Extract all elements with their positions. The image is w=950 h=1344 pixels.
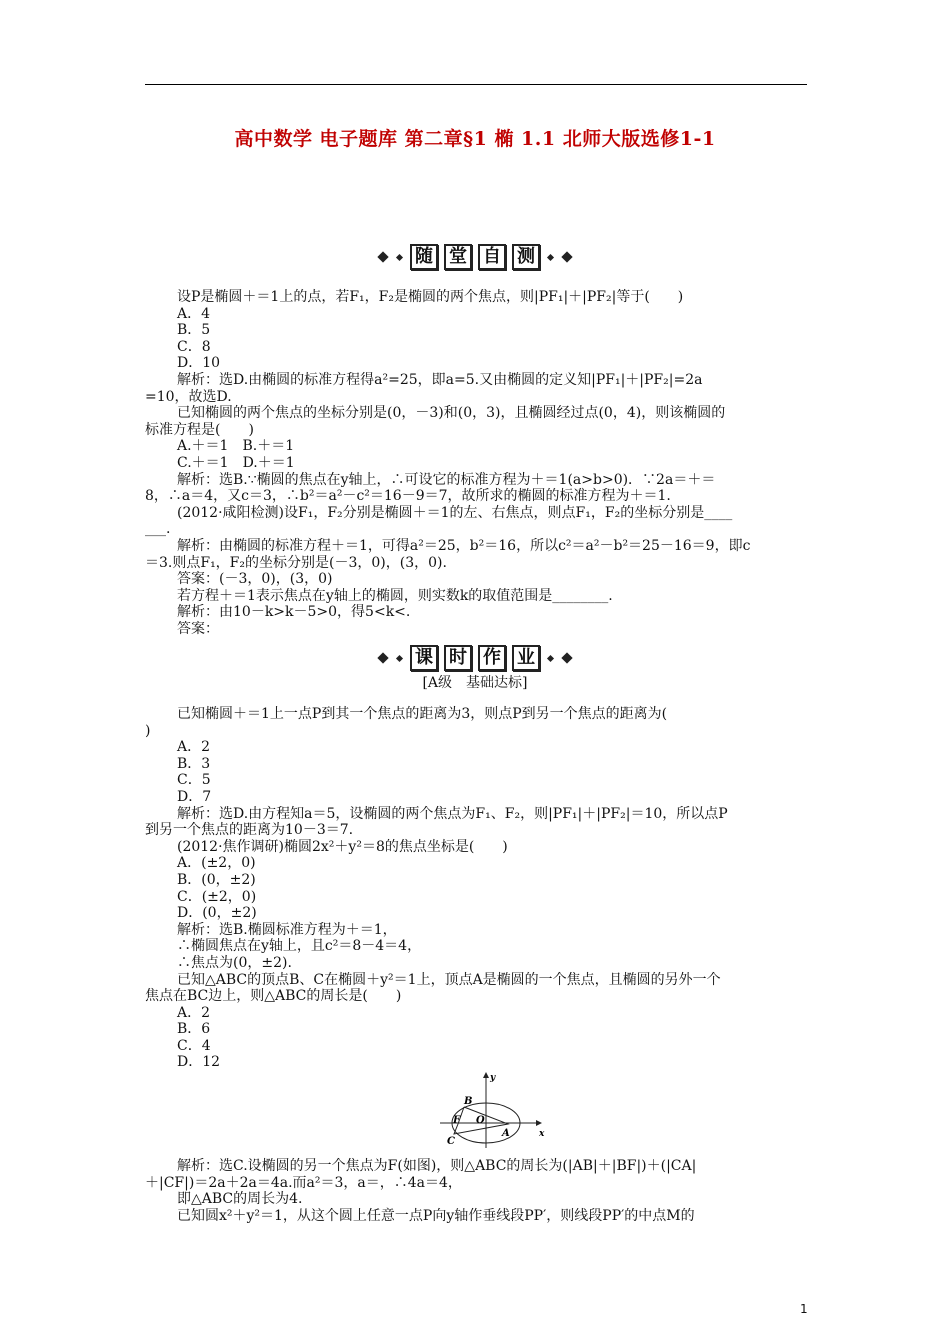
question-line: 已知△ABC的顶点B、C在椭圆＋y²＝1上，顶点A是椭圆的一个焦点，且椭圆的另外一个	[177, 971, 721, 988]
fig-label: F	[453, 1115, 461, 1126]
option-line: D．7	[177, 788, 212, 805]
question-line: 已知椭圆＋＝1上一点P到其一个焦点的距离为3，则点P到另一个焦点的距离为(	[177, 706, 668, 722]
fig-label: A	[502, 1128, 510, 1139]
diamond-icon	[561, 652, 572, 663]
banner-char: 自	[478, 244, 506, 270]
solution-line: 即△ABC的周长为4.	[177, 1191, 303, 1208]
question-line: 若方程＋＝1表示焦点在y轴上的椭圆，则实数k的取值范围是________.	[177, 587, 613, 604]
solution-line: 解析：选B.椭圆标准方程为＋＝1，	[177, 921, 397, 938]
fig-label: C	[447, 1136, 455, 1147]
page-title: 高中数学 电子题库 第二章§1 椭 1.1 北师大版选修1-1	[234, 128, 716, 150]
option-line: A．2	[177, 1004, 211, 1021]
diamond-icon	[547, 654, 554, 661]
option-line: A.＋＝1 B.＋＝1	[177, 438, 295, 455]
fig-label: O	[476, 1115, 485, 1126]
solution-line: 到另一个焦点的距离为10－3＝7.	[145, 822, 354, 839]
banner-char: 业	[512, 645, 540, 671]
section-keshi-cont	[145, 1158, 810, 1224]
banner-char: 堂	[444, 244, 472, 270]
solution-line: 解析：选D.由方程知a＝5，设椭圆的两个焦点为F₁、F₂，则|PF₁|＋|PF₂|＝10，所以点P	[177, 805, 728, 822]
question-line: (2012·焦作调研)椭圆2x²＋y²＝8的焦点坐标是( )	[177, 838, 508, 855]
solution-line: 解析：选B.∵椭圆的焦点在y轴上，∴可设它的标准方程为＋＝1(a>b>0)．∵2a＝＋＝	[177, 471, 716, 488]
banner-char: 测	[512, 244, 540, 270]
fig-label: y	[490, 1073, 496, 1083]
option-line: D．12	[177, 1054, 221, 1071]
fig-label: B	[464, 1096, 473, 1107]
level-label: [A级 基础达标]	[422, 675, 528, 691]
solution-line: =10，故选D.	[145, 388, 232, 405]
banner-suitang	[0, 244, 950, 270]
option-line: C．5	[177, 772, 211, 789]
option-line: B．6	[177, 1021, 211, 1038]
y-axis-arrow-icon	[483, 1072, 489, 1078]
option-line: A．(±2，0)	[177, 855, 256, 872]
option-line: C.＋＝1 D.＋＝1	[177, 454, 295, 471]
option-line: B．(0，±2)	[177, 871, 256, 888]
diamond-icon	[377, 251, 388, 262]
option-line: B．5	[177, 322, 211, 339]
solution-line: ∴焦点为(0，±2).	[177, 954, 292, 971]
fig-label: x	[539, 1129, 545, 1139]
option-line: C．(±2，0)	[177, 888, 257, 905]
question-line: 已知椭圆的两个焦点的坐标分别是(0，－3)和(0，3)，且椭圆经过点(0，4)，则该椭圆的	[177, 405, 726, 422]
question-line: 焦点在BC边上，则△ABC的周长是( )	[145, 988, 402, 1005]
option-line: D．10	[177, 355, 221, 372]
solution-line: ＝3.则点F₁，F₂的坐标分别是(－3，0)，(3，0).	[145, 554, 447, 571]
option-line: A．2	[177, 739, 211, 756]
section-suitang	[145, 289, 810, 637]
option-line: A．4	[177, 305, 211, 322]
question-line: )	[145, 722, 151, 739]
question-line: ___.	[145, 521, 171, 538]
banner-char: 时	[444, 645, 472, 671]
option-line: C．8	[177, 338, 211, 355]
solution-line: 解析：由10－k>k－5>0，得5<k<.	[177, 604, 411, 621]
diamond-icon	[547, 253, 554, 260]
header-rule	[145, 84, 807, 85]
option-line: C．4	[177, 1037, 211, 1054]
banner-char: 随	[410, 244, 438, 270]
diamond-icon	[396, 654, 403, 661]
diamond-icon	[396, 253, 403, 260]
banner-char: 作	[478, 645, 506, 671]
solution-line: ∴椭圆焦点在y轴上，且c²＝8－4＝4，	[177, 938, 422, 955]
page-number: 1	[800, 1302, 808, 1316]
question-line: (2012·咸阳检测)设F₁，F₂分别是椭圆＋＝1的左、右焦点，则点F₁，F₂的坐标分别是____	[177, 504, 733, 521]
question-line: 已知圆x²＋y²＝1，从这个圆上任意一点P向y轴作垂线段PP′，则线段PP′的中点M的	[177, 1207, 695, 1224]
diamond-icon	[377, 652, 388, 663]
banner-char: 课	[410, 645, 438, 671]
question-line: 设P是椭圆＋＝1上的点，若F₁，F₂是椭圆的两个焦点，则|PF₁|＋|PF₂|等于( )	[177, 289, 684, 305]
solution-line: 解析：由椭圆的标准方程＋＝1，可得a²＝25，b²＝16，所以c²＝a²－b²＝25－16＝9，即c	[177, 537, 751, 554]
question-line: 标准方程是( )	[145, 421, 254, 438]
x-axis-arrow-icon	[536, 1120, 542, 1126]
option-line: B．3	[177, 755, 211, 772]
banner-keshi	[0, 645, 950, 671]
answer-line: 答案：(－3，0)，(3，0)	[177, 571, 333, 588]
ellipse-figure	[436, 1070, 546, 1150]
solution-line: 解析：选C.设椭圆的另一个焦点为F(如图)，则△ABC的周长为(|AB|＋|BF|)＋(|CA|	[177, 1158, 697, 1174]
solution-line: 解析：选D.由椭圆的标准方程得a²=25，即a=5.又由椭圆的定义知|PF₁|＋|PF₂|=2a	[177, 371, 703, 388]
answer-line: 答案：	[177, 620, 219, 637]
section-keshi	[145, 706, 810, 1071]
diamond-icon	[561, 251, 572, 262]
solution-line: 8，∴a＝4，又c＝3，∴b²＝a²－c²＝16－9＝7，故所求的椭圆的标准方程为＋＝1.	[145, 488, 671, 505]
option-line: D．(0，±2)	[177, 905, 257, 922]
solution-line: ＋|CF|)＝2a＋2a＝4a.而a²＝3，a＝，∴4a＝4，	[145, 1174, 462, 1191]
